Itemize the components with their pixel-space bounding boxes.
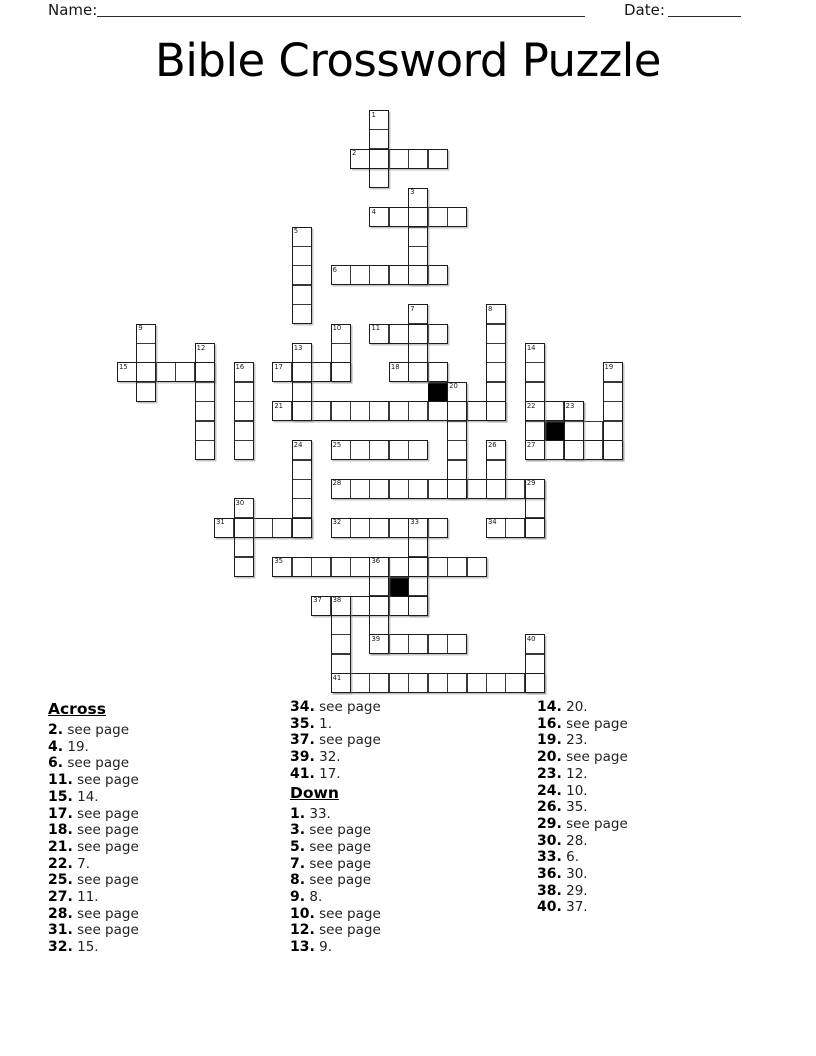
grid-cell[interactable] xyxy=(195,343,215,363)
clue-item: 29. see page xyxy=(537,815,628,832)
grid-cell[interactable] xyxy=(447,673,467,693)
cell-number: 14 xyxy=(526,343,536,352)
grid-cell[interactable] xyxy=(447,460,467,480)
clue-item: 23. 12. xyxy=(537,765,588,782)
grid-cell[interactable] xyxy=(544,401,564,421)
grid-cell[interactable] xyxy=(292,557,312,577)
grid-cell[interactable] xyxy=(389,207,409,227)
grid-cell[interactable] xyxy=(389,362,409,382)
cell-number: 38 xyxy=(332,596,342,604)
grid-cell[interactable] xyxy=(350,440,370,460)
grid-cell[interactable] xyxy=(603,421,623,441)
black-cell xyxy=(544,421,564,441)
grid-cell[interactable] xyxy=(428,324,448,344)
clue-item: 31. see page xyxy=(48,922,139,939)
cell-number: 15 xyxy=(119,362,128,371)
grid-cell[interactable] xyxy=(136,382,156,402)
grid-cell[interactable] xyxy=(369,324,389,344)
clue-item: 6. see page xyxy=(48,755,130,772)
grid-cell[interactable] xyxy=(331,518,351,538)
grid-cell[interactable] xyxy=(525,479,545,499)
grid-cell[interactable] xyxy=(467,557,487,577)
grid-cell[interactable] xyxy=(234,401,254,421)
clue-item: 17. see page xyxy=(48,805,139,822)
clue-item: 28. see page xyxy=(48,905,139,922)
grid-cell[interactable] xyxy=(408,362,428,382)
grid-cell[interactable] xyxy=(389,673,409,693)
grid-cell[interactable] xyxy=(525,401,545,421)
grid-cell[interactable] xyxy=(292,479,312,499)
grid-cell[interactable] xyxy=(408,576,428,596)
grid-cell[interactable] xyxy=(603,362,623,382)
grid-cell[interactable] xyxy=(389,149,409,169)
grid-cell[interactable] xyxy=(350,557,370,577)
grid-cell[interactable] xyxy=(292,498,312,518)
grid-cell[interactable] xyxy=(369,557,389,577)
cell-number: 32 xyxy=(332,518,342,527)
grid-cell[interactable] xyxy=(195,421,215,441)
cell-number: 34 xyxy=(487,518,497,527)
grid-cell[interactable] xyxy=(389,518,409,538)
grid-cell[interactable] xyxy=(195,440,215,460)
grid-cell[interactable] xyxy=(350,673,370,693)
clue-item: 16. see page xyxy=(537,715,628,732)
grid-cell[interactable] xyxy=(408,324,428,344)
grid-cell[interactable] xyxy=(369,634,389,654)
grid-cell[interactable] xyxy=(292,227,312,247)
cell-number: 3 xyxy=(410,188,415,197)
cell-number: 26 xyxy=(487,440,497,449)
cell-number: 22 xyxy=(526,401,536,410)
grid-cell[interactable] xyxy=(136,343,156,363)
grid-cell[interactable] xyxy=(486,479,506,499)
grid-cell[interactable] xyxy=(428,401,448,421)
grid-cell[interactable] xyxy=(389,440,409,460)
clue-item: 13. 9. xyxy=(290,939,332,956)
grid-cell[interactable] xyxy=(292,285,312,305)
grid-cell[interactable] xyxy=(331,557,351,577)
grid-cell[interactable] xyxy=(447,401,467,421)
grid-cell[interactable] xyxy=(447,479,467,499)
clue-item: 15. 14. xyxy=(48,788,99,805)
grid-cell[interactable] xyxy=(331,440,351,460)
cell-number: 31 xyxy=(216,518,225,527)
grid-cell[interactable] xyxy=(525,518,545,538)
cell-number: 33 xyxy=(410,518,419,527)
grid-cell[interactable] xyxy=(486,673,506,693)
cell-number: 8 xyxy=(487,304,493,313)
grid-cell[interactable] xyxy=(292,460,312,480)
grid-cell[interactable] xyxy=(467,673,487,693)
grid-cell[interactable] xyxy=(428,265,448,285)
grid-cell[interactable] xyxy=(408,304,428,324)
grid-cell[interactable] xyxy=(369,265,389,285)
grid-cell[interactable] xyxy=(292,382,312,402)
grid-cell[interactable] xyxy=(369,615,389,635)
grid-cell[interactable] xyxy=(253,518,273,538)
grid-cell[interactable] xyxy=(331,324,351,344)
grid-cell[interactable] xyxy=(350,265,370,285)
cell-number: 10 xyxy=(332,324,342,333)
grid-cell[interactable] xyxy=(525,421,545,441)
grid-cell[interactable] xyxy=(369,129,389,149)
grid-cell[interactable] xyxy=(389,634,409,654)
grid-cell[interactable] xyxy=(603,382,623,402)
grid-cell[interactable] xyxy=(369,440,389,460)
grid-cell[interactable] xyxy=(350,518,370,538)
grid-cell[interactable] xyxy=(350,479,370,499)
clue-item: 4. 19. xyxy=(48,738,89,755)
grid-cell[interactable] xyxy=(486,382,506,402)
clue-column-3 xyxy=(537,699,628,916)
grid-cell[interactable] xyxy=(564,421,584,441)
grid-cell[interactable] xyxy=(234,440,254,460)
grid-cell[interactable] xyxy=(350,596,370,616)
grid-cell[interactable] xyxy=(311,596,331,616)
cell-number: 2 xyxy=(352,149,357,158)
grid-cell[interactable] xyxy=(292,246,312,266)
grid-cell[interactable] xyxy=(389,479,409,499)
grid-cell[interactable] xyxy=(467,401,487,421)
cell-number: 16 xyxy=(235,362,245,371)
clue-column-2 xyxy=(290,699,381,956)
grid-cell[interactable] xyxy=(234,557,254,577)
grid-cell[interactable] xyxy=(447,440,467,460)
grid-cell[interactable] xyxy=(467,479,487,499)
cell-number: 5 xyxy=(293,227,299,236)
grid-cell[interactable] xyxy=(564,401,584,421)
grid-cell[interactable] xyxy=(331,401,351,421)
grid-cell[interactable] xyxy=(331,634,351,654)
grid-cell[interactable] xyxy=(331,615,351,635)
grid-cell[interactable] xyxy=(272,557,292,577)
cell-number: 18 xyxy=(390,362,400,371)
grid-cell[interactable] xyxy=(447,634,467,654)
clue-item: 1. 33. xyxy=(290,805,331,822)
grid-cell[interactable] xyxy=(136,362,156,382)
grid-cell[interactable] xyxy=(408,246,428,266)
clue-item: 18. see page xyxy=(48,822,139,839)
grid-cell[interactable] xyxy=(234,537,254,557)
grid-cell[interactable] xyxy=(195,362,215,382)
cell-number: 4 xyxy=(371,207,376,216)
grid-cell[interactable] xyxy=(136,324,156,344)
cell-number: 36 xyxy=(371,557,381,566)
clue-item: 26. 35. xyxy=(537,799,588,816)
grid-cell[interactable] xyxy=(156,362,176,382)
grid-cell[interactable] xyxy=(408,149,428,169)
grid-cell[interactable] xyxy=(408,518,428,538)
cell-number: 40 xyxy=(526,634,536,643)
clue-item: 14. 20. xyxy=(537,699,588,715)
grid-cell[interactable] xyxy=(486,362,506,382)
grid-cell[interactable] xyxy=(331,479,351,499)
grid-cell[interactable] xyxy=(331,673,351,693)
grid-cell[interactable] xyxy=(447,382,467,402)
grid-cell[interactable] xyxy=(389,324,409,344)
grid-cell[interactable] xyxy=(234,421,254,441)
grid-cell[interactable] xyxy=(331,362,351,382)
black-cell xyxy=(389,576,409,596)
grid-cell[interactable] xyxy=(525,498,545,518)
grid-cell[interactable] xyxy=(292,362,312,382)
grid-cell[interactable] xyxy=(525,654,545,674)
cell-number: 1 xyxy=(371,110,376,119)
clue-item: 12. see page xyxy=(290,922,381,939)
grid-cell[interactable] xyxy=(583,440,603,460)
clue-item: 41. 17. xyxy=(290,765,341,782)
clue-item: 32. 15. xyxy=(48,939,99,956)
grid-cell[interactable] xyxy=(369,110,389,130)
page-title: Bible Crossword Puzzle xyxy=(155,34,661,87)
grid-cell[interactable] xyxy=(389,401,409,421)
cell-number: 19 xyxy=(604,362,614,371)
cell-number: 12 xyxy=(196,343,206,352)
grid-cell[interactable] xyxy=(525,382,545,402)
grid-cell[interactable] xyxy=(272,401,292,421)
cell-number: 35 xyxy=(274,557,284,566)
cell-number: 29 xyxy=(526,479,536,488)
date-label: Date: xyxy=(624,1,665,19)
cell-number: 41 xyxy=(332,673,342,682)
grid-cell[interactable] xyxy=(447,421,467,441)
clue-item: 2. see page xyxy=(48,722,130,738)
grid-cell[interactable] xyxy=(505,673,525,693)
cell-number: 9 xyxy=(138,324,143,333)
cell-number: 23 xyxy=(565,401,575,410)
cell-number: 6 xyxy=(332,265,337,274)
grid-cell[interactable] xyxy=(234,518,254,538)
grid-cell[interactable] xyxy=(272,518,292,538)
grid-cell[interactable] xyxy=(369,479,389,499)
cell-number: 17 xyxy=(274,362,284,371)
clue-item: 27. 11. xyxy=(48,889,99,906)
cell-number: 25 xyxy=(332,440,342,449)
grid-cell[interactable] xyxy=(408,227,428,247)
grid-cell[interactable] xyxy=(350,401,370,421)
grid-cell[interactable] xyxy=(525,362,545,382)
grid-cell[interactable] xyxy=(408,207,428,227)
grid-cell[interactable] xyxy=(486,324,506,344)
cell-number: 21 xyxy=(274,401,284,410)
grid-cell[interactable] xyxy=(389,265,409,285)
clue-item: 10. see page xyxy=(290,905,381,922)
grid-cell[interactable] xyxy=(408,596,428,616)
grid-cell[interactable] xyxy=(525,440,545,460)
clue-item: 33. 6. xyxy=(537,849,579,866)
grid-cell[interactable] xyxy=(408,343,428,363)
clues-section-header-across: Across xyxy=(48,700,106,718)
grid-cell[interactable] xyxy=(486,401,506,421)
grid-cell[interactable] xyxy=(331,596,351,616)
grid-cell[interactable] xyxy=(234,498,254,518)
grid-cell[interactable] xyxy=(428,207,448,227)
cell-number: 7 xyxy=(410,304,415,313)
grid-cell[interactable] xyxy=(272,362,292,382)
clue-item: 9. 8. xyxy=(290,889,323,906)
date-blank-line[interactable] xyxy=(668,16,741,17)
clues-section-header-down: Down xyxy=(290,783,339,802)
cell-number: 20 xyxy=(449,382,458,391)
grid-cell[interactable] xyxy=(292,440,312,460)
grid-cell[interactable] xyxy=(389,596,409,616)
grid-cell[interactable] xyxy=(389,557,409,577)
grid-cell[interactable] xyxy=(331,654,351,674)
grid-cell[interactable] xyxy=(428,362,448,382)
grid-cell[interactable] xyxy=(583,421,603,441)
grid-cell[interactable] xyxy=(234,382,254,402)
grid-cell[interactable] xyxy=(564,440,584,460)
clue-item: 22. 7. xyxy=(48,855,90,872)
grid-cell[interactable] xyxy=(350,149,370,169)
grid-cell[interactable] xyxy=(408,265,428,285)
grid-cell[interactable] xyxy=(447,207,467,227)
grid-cell[interactable] xyxy=(447,557,467,577)
grid-cell[interactable] xyxy=(214,518,234,538)
grid-cell[interactable] xyxy=(292,518,312,538)
grid-cell[interactable] xyxy=(486,518,506,538)
grid-cell[interactable] xyxy=(369,401,389,421)
clue-item: 20. see page xyxy=(537,749,628,766)
grid-cell[interactable] xyxy=(408,557,428,577)
grid-cell[interactable] xyxy=(195,401,215,421)
grid-cell[interactable] xyxy=(525,634,545,654)
grid-cell[interactable] xyxy=(603,440,623,460)
cell-number: 39 xyxy=(371,634,381,643)
grid-cell[interactable] xyxy=(175,362,195,382)
grid-cell[interactable] xyxy=(428,518,448,538)
grid-cell[interactable] xyxy=(408,188,428,208)
grid-cell[interactable] xyxy=(505,518,525,538)
crossword-grid xyxy=(117,110,622,693)
grid-cell[interactable] xyxy=(369,168,389,188)
grid-cell[interactable] xyxy=(311,557,331,577)
grid-cell[interactable] xyxy=(311,362,331,382)
black-cell xyxy=(428,382,448,402)
cell-number: 27 xyxy=(526,440,536,449)
clue-item: 40. 37. xyxy=(537,899,588,916)
grid-cell[interactable] xyxy=(486,304,506,324)
name-blank-line[interactable] xyxy=(97,16,585,17)
grid-cell[interactable] xyxy=(408,673,428,693)
clue-item: 11. see page xyxy=(48,772,139,789)
clue-item: 35. 1. xyxy=(290,715,332,732)
clue-item: 19. 23. xyxy=(537,732,588,749)
clue-item: 30. 28. xyxy=(537,832,588,849)
grid-cell[interactable] xyxy=(408,440,428,460)
grid-cell[interactable] xyxy=(331,343,351,363)
grid-cell[interactable] xyxy=(428,557,448,577)
clue-item: 21. see page xyxy=(48,838,139,855)
grid-cell[interactable] xyxy=(117,362,137,382)
grid-cell[interactable] xyxy=(234,362,254,382)
grid-cell[interactable] xyxy=(428,634,448,654)
grid-cell[interactable] xyxy=(311,401,331,421)
clue-item: 8. see page xyxy=(290,872,372,889)
grid-cell[interactable] xyxy=(525,673,545,693)
clue-item: 24. 10. xyxy=(537,782,588,799)
grid-cell[interactable] xyxy=(428,673,448,693)
grid-cell[interactable] xyxy=(525,343,545,363)
grid-cell[interactable] xyxy=(292,304,312,324)
grid-cell[interactable] xyxy=(428,479,448,499)
grid-cell[interactable] xyxy=(408,401,428,421)
grid-cell[interactable] xyxy=(292,265,312,285)
grid-cell[interactable] xyxy=(292,401,312,421)
grid-cell[interactable] xyxy=(331,265,351,285)
clue-item: 25. see page xyxy=(48,872,139,889)
grid-cell[interactable] xyxy=(408,634,428,654)
grid-cell[interactable] xyxy=(369,518,389,538)
grid-cell[interactable] xyxy=(369,576,389,596)
clue-item: 7. see page xyxy=(290,855,372,872)
cell-number: 13 xyxy=(293,343,303,352)
cell-number: 24 xyxy=(293,440,303,449)
grid-cell[interactable] xyxy=(195,382,215,402)
clue-item: 34. see page xyxy=(290,699,381,715)
cell-number: 30 xyxy=(235,498,245,507)
grid-cell[interactable] xyxy=(408,537,428,557)
grid-cell[interactable] xyxy=(428,149,448,169)
grid-cell[interactable] xyxy=(292,343,312,363)
clue-item: 38. 29. xyxy=(537,882,588,899)
cell-number: 11 xyxy=(371,324,381,333)
grid-cell[interactable] xyxy=(369,207,389,227)
cell-number: 37 xyxy=(313,596,322,604)
grid-cell[interactable] xyxy=(369,149,389,169)
name-label: Name: xyxy=(48,1,98,19)
grid-cell[interactable] xyxy=(408,479,428,499)
clue-item: 37. see page xyxy=(290,732,381,749)
grid-cell[interactable] xyxy=(505,479,525,499)
clue-column-1 xyxy=(48,699,139,956)
grid-cell[interactable] xyxy=(486,440,506,460)
clue-item: 39. 32. xyxy=(290,749,341,766)
grid-cell[interactable] xyxy=(486,343,506,363)
clue-item: 3. see page xyxy=(290,822,372,839)
grid-cell[interactable] xyxy=(369,673,389,693)
grid-cell[interactable] xyxy=(603,401,623,421)
clue-item: 5. see page xyxy=(290,838,372,855)
grid-cell[interactable] xyxy=(544,440,564,460)
clue-item: 36. 30. xyxy=(537,866,588,883)
grid-cell[interactable] xyxy=(369,596,389,616)
cell-number: 28 xyxy=(332,479,342,488)
grid-cell[interactable] xyxy=(486,460,506,480)
